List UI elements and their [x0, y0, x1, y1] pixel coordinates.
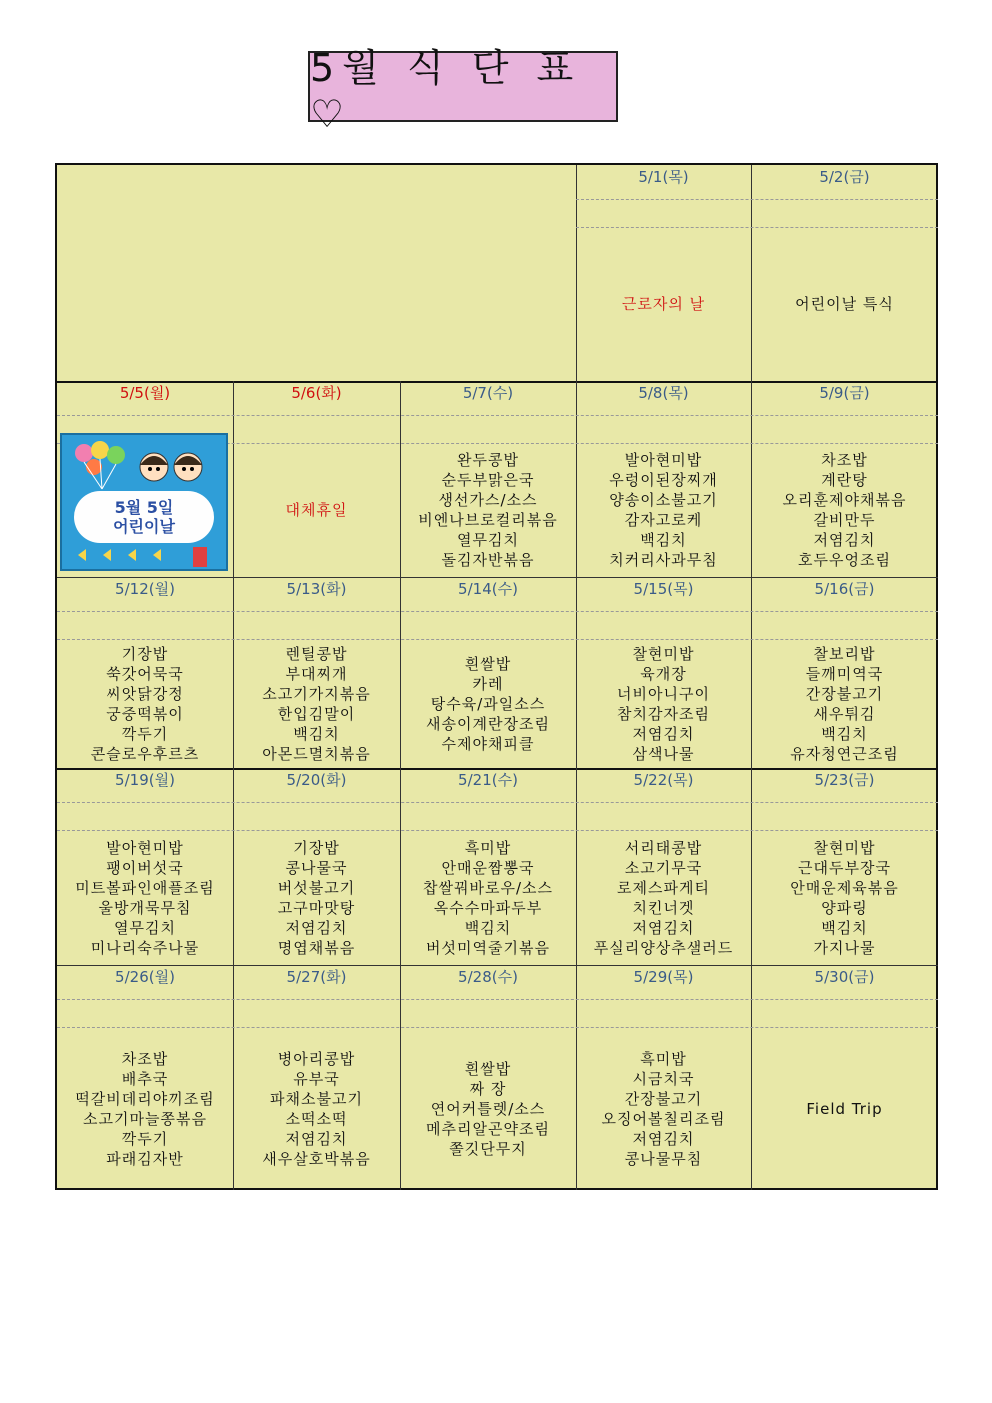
menu-item: 유부국 — [293, 1069, 340, 1088]
day-menu — [57, 227, 233, 381]
grid-line — [233, 577, 234, 768]
menu-item: 안매운짬뽕국 — [441, 858, 535, 877]
grid-line — [576, 199, 938, 200]
menu-item: 고구마맛탕 — [277, 898, 356, 917]
childrens-day-banner — [60, 433, 228, 571]
grid-line — [400, 577, 401, 768]
menu-item: 파채소불고기 — [270, 1089, 363, 1108]
menu-item: 옥수수마파두부 — [433, 898, 543, 917]
grid-line — [576, 381, 577, 577]
menu-item: 메추리알곤약조림 — [426, 1119, 550, 1138]
menu-item: 연어커틀렛/소스 — [430, 1099, 546, 1118]
grid-line — [57, 1027, 938, 1028]
menu-item: 오징어볼칠리조림 — [601, 1109, 726, 1128]
banner-text-line: 5월 5일 — [114, 498, 174, 517]
menu-item: 갈비만두 — [813, 511, 876, 529]
day-menu — [576, 443, 751, 577]
day-date: 5/29(목) — [633, 968, 694, 986]
day-menu — [751, 443, 938, 577]
grid-line — [751, 165, 752, 381]
grid-line — [57, 965, 938, 966]
menu-item: 콩나물무침 — [624, 1149, 703, 1168]
menu-item: 대체휴일 — [285, 501, 348, 519]
menu-item: Field Trip — [806, 1099, 883, 1118]
menu-item: 차조밥 — [821, 451, 868, 469]
grid-line — [57, 415, 938, 416]
menu-item: 버섯불고기 — [277, 878, 356, 897]
menu-item: 발아현미밥 — [624, 451, 703, 469]
menu-item: 로제스파게티 — [617, 878, 710, 897]
menu-item: 저염김치 — [285, 1129, 348, 1148]
day-menu — [576, 227, 751, 381]
menu-item: 기장밥 — [121, 644, 169, 663]
menu-item: 순두부맑은국 — [441, 471, 535, 489]
day-menu — [233, 227, 400, 381]
menu-item: 떡갈비데리야끼조림 — [75, 1089, 215, 1108]
menu-item: 완두콩밥 — [457, 451, 519, 469]
banner-text-line: 어린이날 — [113, 517, 175, 536]
grid-line — [576, 768, 577, 965]
menu-item: 흰쌀밥 — [464, 654, 512, 673]
menu-item: 근대두부장국 — [798, 858, 891, 877]
menu-item: 서리태콩밥 — [624, 838, 703, 857]
day-date: 5/20(화) — [286, 771, 347, 789]
menu-item: 근로자의 날 — [621, 295, 706, 313]
menu-item: 팽이버섯국 — [106, 858, 184, 877]
menu-item: 어린이날 특식 — [795, 295, 894, 313]
menu-item: 배추국 — [121, 1069, 169, 1088]
balloons-icon — [72, 441, 132, 491]
menu-item: 소고기무국 — [624, 858, 703, 877]
grid-line — [57, 999, 938, 1000]
day-menu — [57, 830, 233, 965]
menu-item: 너비아니구이 — [617, 684, 710, 703]
grid-line — [751, 768, 752, 965]
day-menu — [751, 227, 938, 381]
grid-line — [751, 381, 752, 577]
menu-item: 미나리숙주나물 — [90, 938, 200, 957]
day-date: 5/27(화) — [286, 968, 347, 986]
day-date: 5/8(목) — [638, 384, 689, 402]
menu-item: 짜 장 — [469, 1079, 507, 1098]
menu-item: 양송이소불고기 — [609, 491, 718, 509]
menu-item: 깍두기 — [121, 724, 169, 743]
windmills-icon — [68, 547, 224, 567]
menu-item: 열무김치 — [114, 918, 176, 937]
menu-item: 저염김치 — [285, 918, 348, 937]
day-date: 5/26(월) — [115, 968, 175, 986]
menu-item: 저염김치 — [632, 918, 695, 937]
menu-item: 양파링 — [821, 898, 868, 917]
day-date: 5/7(수) — [462, 384, 514, 402]
menu-item: 수제야채피클 — [441, 734, 535, 753]
menu-item: 쫄깃단무지 — [449, 1139, 527, 1158]
day-date: 5/16(금) — [814, 580, 875, 598]
grid-line — [57, 830, 938, 831]
day-menu — [751, 1027, 938, 1190]
day-date: 5/22(목) — [633, 771, 694, 789]
menu-item: 우렁이된장찌개 — [609, 471, 718, 489]
day-menu — [400, 443, 576, 577]
day-date: 5/5(월) — [119, 384, 171, 402]
menu-item: 백김치 — [821, 724, 868, 743]
banner-text — [74, 491, 214, 543]
menu-item: 간장불고기 — [624, 1089, 703, 1108]
menu-item: 콩나물국 — [285, 858, 348, 877]
grid-line — [751, 577, 752, 768]
menu-item: 저염김치 — [632, 724, 695, 743]
day-date: 5/1(목) — [638, 168, 689, 186]
grid-line — [400, 381, 401, 577]
menu-item: 삼색나물 — [632, 744, 695, 763]
grid-line — [233, 768, 234, 965]
day-menu — [233, 830, 400, 965]
day-date: 5/19(월) — [115, 771, 175, 789]
menu-item: 저염김치 — [813, 531, 876, 549]
menu-item: 계란탕 — [821, 471, 868, 489]
day-date: 5/13(화) — [286, 580, 347, 598]
menu-item: 치킨너겟 — [632, 898, 695, 917]
menu-item: 안매운제육볶음 — [790, 878, 899, 897]
day-date: 5/6(화) — [291, 384, 342, 402]
menu-item: 돌김자반볶음 — [441, 551, 535, 569]
menu-item: 간장불고기 — [805, 684, 884, 703]
grid-line — [57, 611, 938, 612]
menu-item: 시금치국 — [632, 1069, 695, 1088]
menu-item: 궁중떡볶이 — [106, 704, 184, 723]
day-date: 5/15(목) — [633, 580, 694, 598]
menu-item: 찰보리밥 — [813, 644, 876, 663]
menu-item: 카레 — [472, 674, 504, 693]
menu-item: 흑미밥 — [640, 1049, 687, 1068]
day-menu — [233, 443, 400, 577]
menu-item: 차조밥 — [121, 1049, 169, 1068]
day-menu — [400, 639, 576, 768]
menu-item: 백김치 — [640, 531, 687, 549]
menu-item: 호두우엉조림 — [798, 551, 891, 569]
menu-item: 들깨미역국 — [805, 664, 884, 683]
grid-line — [576, 227, 938, 228]
day-menu — [233, 639, 400, 768]
menu-item: 유자청연근조림 — [790, 744, 899, 763]
grid-line — [57, 802, 938, 803]
menu-item: 깍두기 — [121, 1129, 169, 1148]
menu-item: 참치감자조림 — [617, 704, 710, 723]
menu-item: 새송이계란장조림 — [426, 714, 550, 733]
menu-item: 푸실리양상추샐러드 — [593, 938, 734, 957]
menu-item: 콘슬로우후르츠 — [90, 744, 200, 763]
day-menu — [57, 639, 233, 768]
menu-item: 파래김자반 — [106, 1149, 184, 1168]
menu-item: 백김치 — [464, 918, 512, 937]
page-title: 5월 식 단 표♡ — [308, 51, 618, 122]
menu-item: 흑미밥 — [464, 838, 512, 857]
menu-item: 가지나물 — [813, 938, 876, 957]
grid-line — [576, 577, 577, 768]
day-date: 5/28(수) — [458, 968, 518, 986]
menu-item: 찰현미밥 — [813, 838, 876, 857]
menu-item: 육개장 — [640, 664, 687, 683]
day-menu — [751, 830, 938, 965]
day-menu — [576, 1027, 751, 1190]
menu-item: 씨앗닭강정 — [106, 684, 184, 703]
day-date: 5/23(금) — [814, 771, 875, 789]
menu-item: 백김치 — [293, 724, 340, 743]
menu-item: 오리훈제야채볶음 — [782, 491, 907, 509]
day-menu — [576, 830, 751, 965]
day-date: 5/30(금) — [814, 968, 875, 986]
menu-item: 아몬드멸치볶음 — [262, 744, 371, 763]
menu-item: 찹쌀꿔바로우/소스 — [423, 878, 553, 897]
menu-item: 소떡소떡 — [285, 1109, 348, 1128]
menu-item: 찰현미밥 — [632, 644, 695, 663]
menu-item: 기장밥 — [293, 838, 340, 857]
menu-item: 백김치 — [821, 918, 868, 937]
menu-item: 소고기가지볶음 — [262, 684, 371, 703]
menu-item: 탕수육/과일소스 — [430, 694, 546, 713]
kids-icon — [132, 445, 212, 489]
menu-item: 소고기마늘쫑볶음 — [83, 1109, 207, 1128]
grid-line — [57, 768, 938, 770]
day-date: 5/14(수) — [458, 580, 518, 598]
menu-item: 저염김치 — [632, 1129, 695, 1148]
menu-item: 치커리사과무침 — [609, 551, 718, 569]
day-menu — [576, 639, 751, 768]
menu-item: 발아현미밥 — [106, 838, 184, 857]
menu-item: 울방개묵무침 — [98, 898, 192, 917]
day-menu — [400, 227, 576, 381]
menu-item: 쑥갓어묵국 — [106, 664, 184, 683]
day-menu — [751, 639, 938, 768]
grid-line — [576, 165, 577, 381]
menu-item: 새우살호박볶음 — [262, 1149, 371, 1168]
day-menu — [400, 1027, 576, 1190]
day-date: 5/21(수) — [458, 771, 518, 789]
grid-line — [57, 577, 938, 578]
menu-item: 새우튀김 — [813, 704, 876, 723]
menu-item: 열무김치 — [457, 531, 519, 549]
menu-item: 병아리콩밥 — [277, 1049, 356, 1068]
day-menu — [400, 830, 576, 965]
grid-line — [57, 381, 938, 383]
menu-item: 렌틸콩밥 — [285, 644, 348, 663]
menu-item: 미트볼파인애플조림 — [75, 878, 215, 897]
menu-item: 흰쌀밥 — [464, 1059, 512, 1078]
menu-item: 명엽채볶음 — [277, 938, 356, 957]
menu-item: 비엔나브로컬리볶음 — [418, 511, 558, 529]
grid-line — [57, 639, 938, 640]
day-menu — [57, 1027, 233, 1190]
day-date: 5/2(금) — [819, 168, 870, 186]
meal-calendar-table — [55, 163, 938, 1190]
grid-line — [233, 381, 234, 577]
menu-item: 부대찌개 — [285, 664, 348, 683]
menu-item: 생선가스/소스 — [438, 491, 538, 509]
menu-item: 한입김말이 — [277, 704, 356, 723]
day-date: 5/12(월) — [115, 580, 175, 598]
grid-line — [400, 768, 401, 965]
menu-item: 감자고로케 — [624, 511, 703, 529]
day-menu — [233, 1027, 400, 1190]
menu-item: 버섯미역줄기볶음 — [426, 938, 550, 957]
day-date: 5/9(금) — [819, 384, 870, 402]
